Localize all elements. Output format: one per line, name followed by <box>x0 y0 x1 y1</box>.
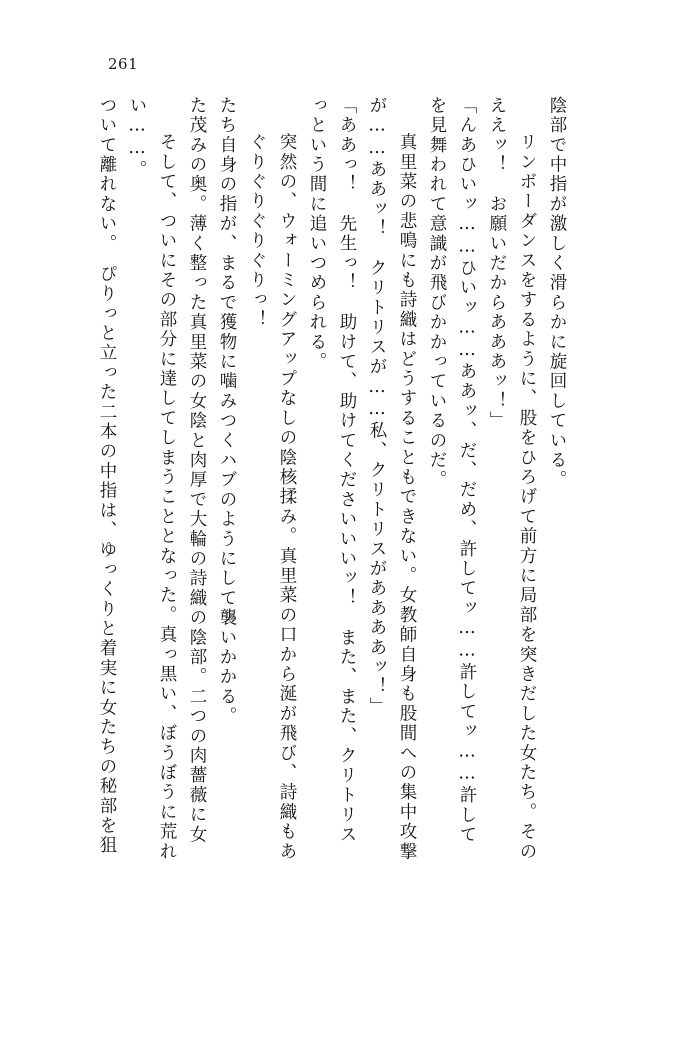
vertical-text-body <box>85 96 605 976</box>
text-column: 突然の、ウォーミングアップなしの陰核揉み。真里菜の口から涎が飛び、詩織もあ <box>277 113 297 862</box>
text-column: 陰部で中指が激しく滑らかに旋回している。 <box>547 96 567 490</box>
text-column: 「ああっ！ 先生っ！ 助けて、助けてくださいいいッ！ また、また、クリトリス <box>337 96 357 845</box>
text-column: が……ああッ！ クリトリスが……私、クリトリスがああああッ！」 <box>367 96 387 717</box>
text-column: た茂みの奥。薄く整った真里菜の女陰と肉厚で大輪の詩織の陰部。二つの肉薔薇に女 <box>187 96 207 845</box>
text-column: 「んあひいッ……ひいッ……ああッ、だ、だめ、許してッ……許してッ……許して <box>457 96 477 845</box>
page-number: 261 <box>108 55 139 73</box>
text-column: い……。 <box>127 96 147 180</box>
text-column: ついて離れない。 ぴりっと立った二本の中指は、ゆっくりと着実に女たちの秘部を狙 <box>97 96 117 856</box>
text-column: リンボーダンスをするように、股をひろげて前方に局部を突きだした女たち。その <box>517 113 537 862</box>
text-column: っという間に追いつめられる。 <box>307 96 327 372</box>
text-column: 真里菜の悲鳴にも詩織はどうすることもできない。女教師自身も股間への集中攻撃 <box>397 113 417 862</box>
text-column: ええッ！ お願いだからあああッ！」 <box>487 96 507 431</box>
text-column: たち自身の指が、まるで獲物に噛みつくハブのようにして襲いかかる。 <box>217 96 237 727</box>
text-column: そして、ついにその部分に達してしまうこととなった。真っ黒い、ぼうぼうに荒れ <box>157 113 177 862</box>
text-column: を見舞われて意識が飛びかかっているのだ。 <box>427 96 447 490</box>
text-column: ぐりぐりぐりぐりっ！ <box>247 113 267 330</box>
